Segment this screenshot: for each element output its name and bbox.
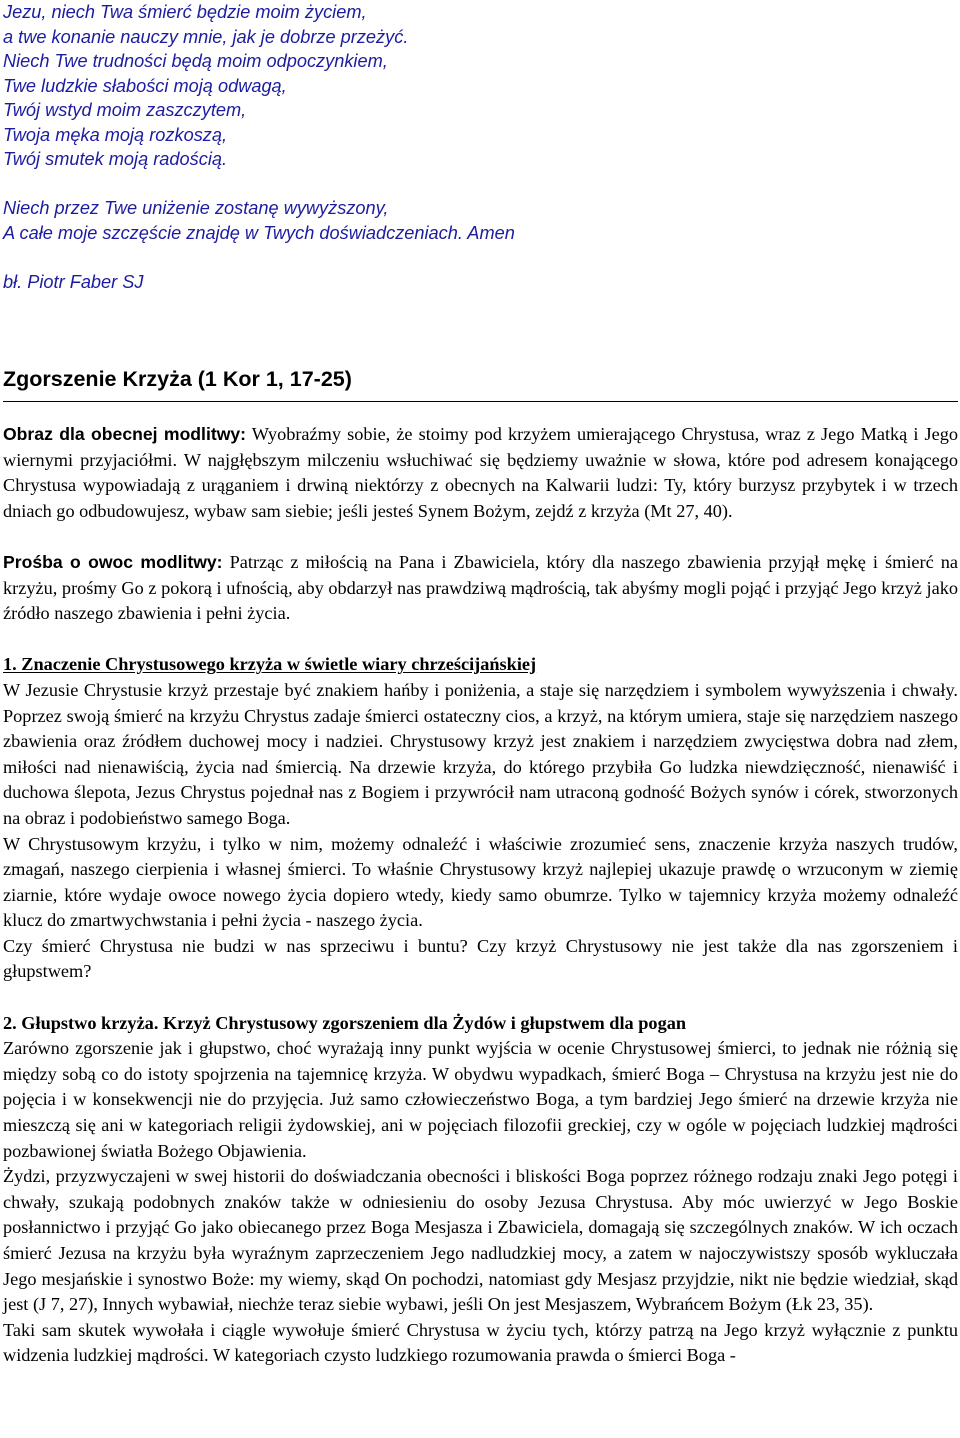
prayer-line: Twe ludzkie słabości moją odwagą,	[3, 75, 287, 96]
section-1-title: 1. Znaczenie Chrystusowego krzyża w świetle wiary chrześcijańskiej	[3, 654, 537, 675]
intro-paragraph	[3, 422, 958, 524]
prayer-author: bł. Piotr Faber SJ	[3, 271, 144, 292]
prayer-line: Twój smutek moją radością.	[3, 149, 228, 169]
section-1-title-line	[3, 652, 958, 678]
prayer-line: Twój wstyd moim zaszczytem,	[3, 100, 247, 120]
prayer-line: Twoja męka moją rozkoszą,	[3, 124, 228, 145]
request-label: Prośba o owoc modlitwy:	[3, 551, 223, 572]
prayer-line: Niech przez Twe uniżenie zostanę wywyższony,	[3, 198, 389, 218]
section-2-paragraph: Zarówno zgorszenie jak i głupstwo, choć wyrażają inny punkt wyjścia w ocenie Chrystusowej śmierci, to jednak nie różnią się między sobą co do istoty spojrzenia na tajemnicę krzyża. W obydwu wypadkach, śmierć Boga – Chrystusa na krzyżu jest nie do pojęcia i w konsekwencji nie do przyjęcia. Już samo człowieczeństwo Boga, a tym bardziej Jego śmierć na drzewie krzyża nie mieszczą się ani w kategoriach religii żydowskiej, ani w pojęciach filozofii greckiej, czy w ogóle w pojęciach ludzkiej mądrości pozbawionej światła Bożego Objawienia.	[3, 1038, 958, 1161]
section-2-paragraph: Taki sam skutek wywołała i ciągle wywołuje śmierć Chrystusa w życiu tych, którzy patrzą na Jego krzyż wyłącznie z punktu widzenia ludzkiej mądrości. W kategoriach czysto ludzkiego rozumowania prawda o śmierci Boga -	[3, 1319, 958, 1366]
request-text: Patrząc z miłością na Pana i Zbawiciela, który dla naszego zbawienia przyjął mękę i śmierć na krzyżu, prośmy Go z pokorą i ufnością, aby obdarzył nas prawdziwą mądrością, tak abyśmy mogli pojąć i przyjąć Jego krzyż jako źródło naszego zbawienia i pełni życia.	[3, 551, 959, 624]
prayer-line: a twe konanie nauczy mnie, jak je dobrze przeżyć.	[3, 26, 409, 47]
prayer-line: A całe moje szczęście znajdę w Twych doświadczeniach. Amen	[3, 222, 515, 243]
prayer-block	[3, 0, 943, 294]
prayer-line: Jezu, niech Twa śmierć będzie moim życiem,	[3, 2, 367, 22]
prayer-spacer	[3, 172, 943, 197]
section-2-title-line	[3, 1011, 958, 1037]
section-2-title: 2. Głupstwo krzyża. Krzyż Chrystusowy zgorszeniem dla Żydów i głupstwem dla pogan	[3, 1012, 687, 1033]
section-2-paragraph: Żydzi, przyzwyczajeni w swej historii do doświadczania obecności i bliskości Boga poprzez różnego rodzaju znaki Jego potęgi i chwały, szukają podobnych znaków także w odniesieniu do osoby Jezusa Chrystusa. Aby móc uwierzyć w Jego Boskie posłannictwo i przyjąć Go jako obiecanego przez Boga Mesjasza i Zbawiciela, domagają się szczególnych znaków. W ich oczach śmierć Jezusa na krzyżu była wyraźnym zaprzeczeniem Jego nadludzkiej mocy, a zatem w najoczywistszy sposób wykluczała Jego mesjańskie i synostwo Boże: my wiemy, skąd On pochodzi, natomiast gdy Mesjasz przyjdzie, nikt nie będzie wiedział, skąd jest (J 7, 27), Innych wybawiał, niechże teraz siebie wybawi, jeśli On jest Mesjaszem, Wybrańcem Bożym (Łk 23, 35).	[3, 1166, 958, 1315]
page-title: Zgorszenie Krzyża (1 Kor 1, 17-25)	[3, 367, 352, 391]
section-1-paragraph: Czy śmierć Chrystusa nie budzi w nas sprzeciwu i buntu? Czy krzyż Chrystusowy nie jest także dla nas zgorszeniem i głupstwem?	[3, 935, 958, 982]
request-paragraph	[3, 550, 958, 627]
intro-label: Obraz dla obecnej modlitwy:	[3, 424, 247, 444]
section-1-paragraph: W Jezusie Chrystusie krzyż przestaje być znakiem hańby i poniżenia, a staje się narzędziem i symbolem wywyższenia i chwały. Poprzez swoją śmierć na krzyżu Chrystus zadaje śmierci ostateczny cios, a krzyż, na którym umiera, staje się narzędziem naszego zbawienia oraz źródłem duchowej mocy i nadziei. Chrystusowy krzyż jest znakiem i narzędziem zwycięstwa dobra nad złem, miłości nad nienawiścią, życia nad śmiercią. Na drzewie krzyża, do którego przybiła Go ludzka niewdzięczność, nienawiść i duchowa ślepota, Jezus Chrystus pojednał nas z Bogiem i przywrócił nam utraconą godność Bożych synów i córek, stworzonych na obraz i podobieństwo samego Boga.	[3, 679, 958, 828]
title-divider	[3, 401, 958, 402]
prayer-spacer	[3, 245, 943, 270]
body-text	[3, 422, 958, 1369]
prayer-line: Niech Twe trudności będą moim odpoczynkiem,	[3, 51, 388, 71]
section-1-paragraph: W Chrystusowym krzyżu, i tylko w nim, możemy odnaleźć i właściwie zrozumieć sens, znaczenie krzyża naszych trudów, zmagań, naszego cierpienia i własnej śmierci. To właśnie Chrystusowy krzyż najlepiej ukazuje prawdę o wrzuconym w ziemię ziarnie, które wydaje owoce nowego życia dopiero wtedy, kiedy samo obumrze. Tylko w tajemnicy krzyża możemy odnaleźć klucz do zmartwychwstania i pełni życia - naszego życia.	[3, 833, 958, 931]
intro-text: Wyobraźmy sobie, że stoimy pod krzyżem umierającego Chrystusa, wraz z Jego Matką i Jego wiernymi przyjaciółmi. W najgłębszym milczeniu wsłuchiwać się będziemy uważnie w słowa, które pod adresem konającego Chrystusa wypowiadają z urąganiem i drwiną niektórzy z obecnych na Kalwarii ludzi: Ty, który burzysz przybytek i w trzech dniach go odbudowujesz, wybaw sam siebie; jeśli jesteś Synem Bożym, zejdź z krzyża (Mt 27, 40).	[3, 424, 959, 521]
